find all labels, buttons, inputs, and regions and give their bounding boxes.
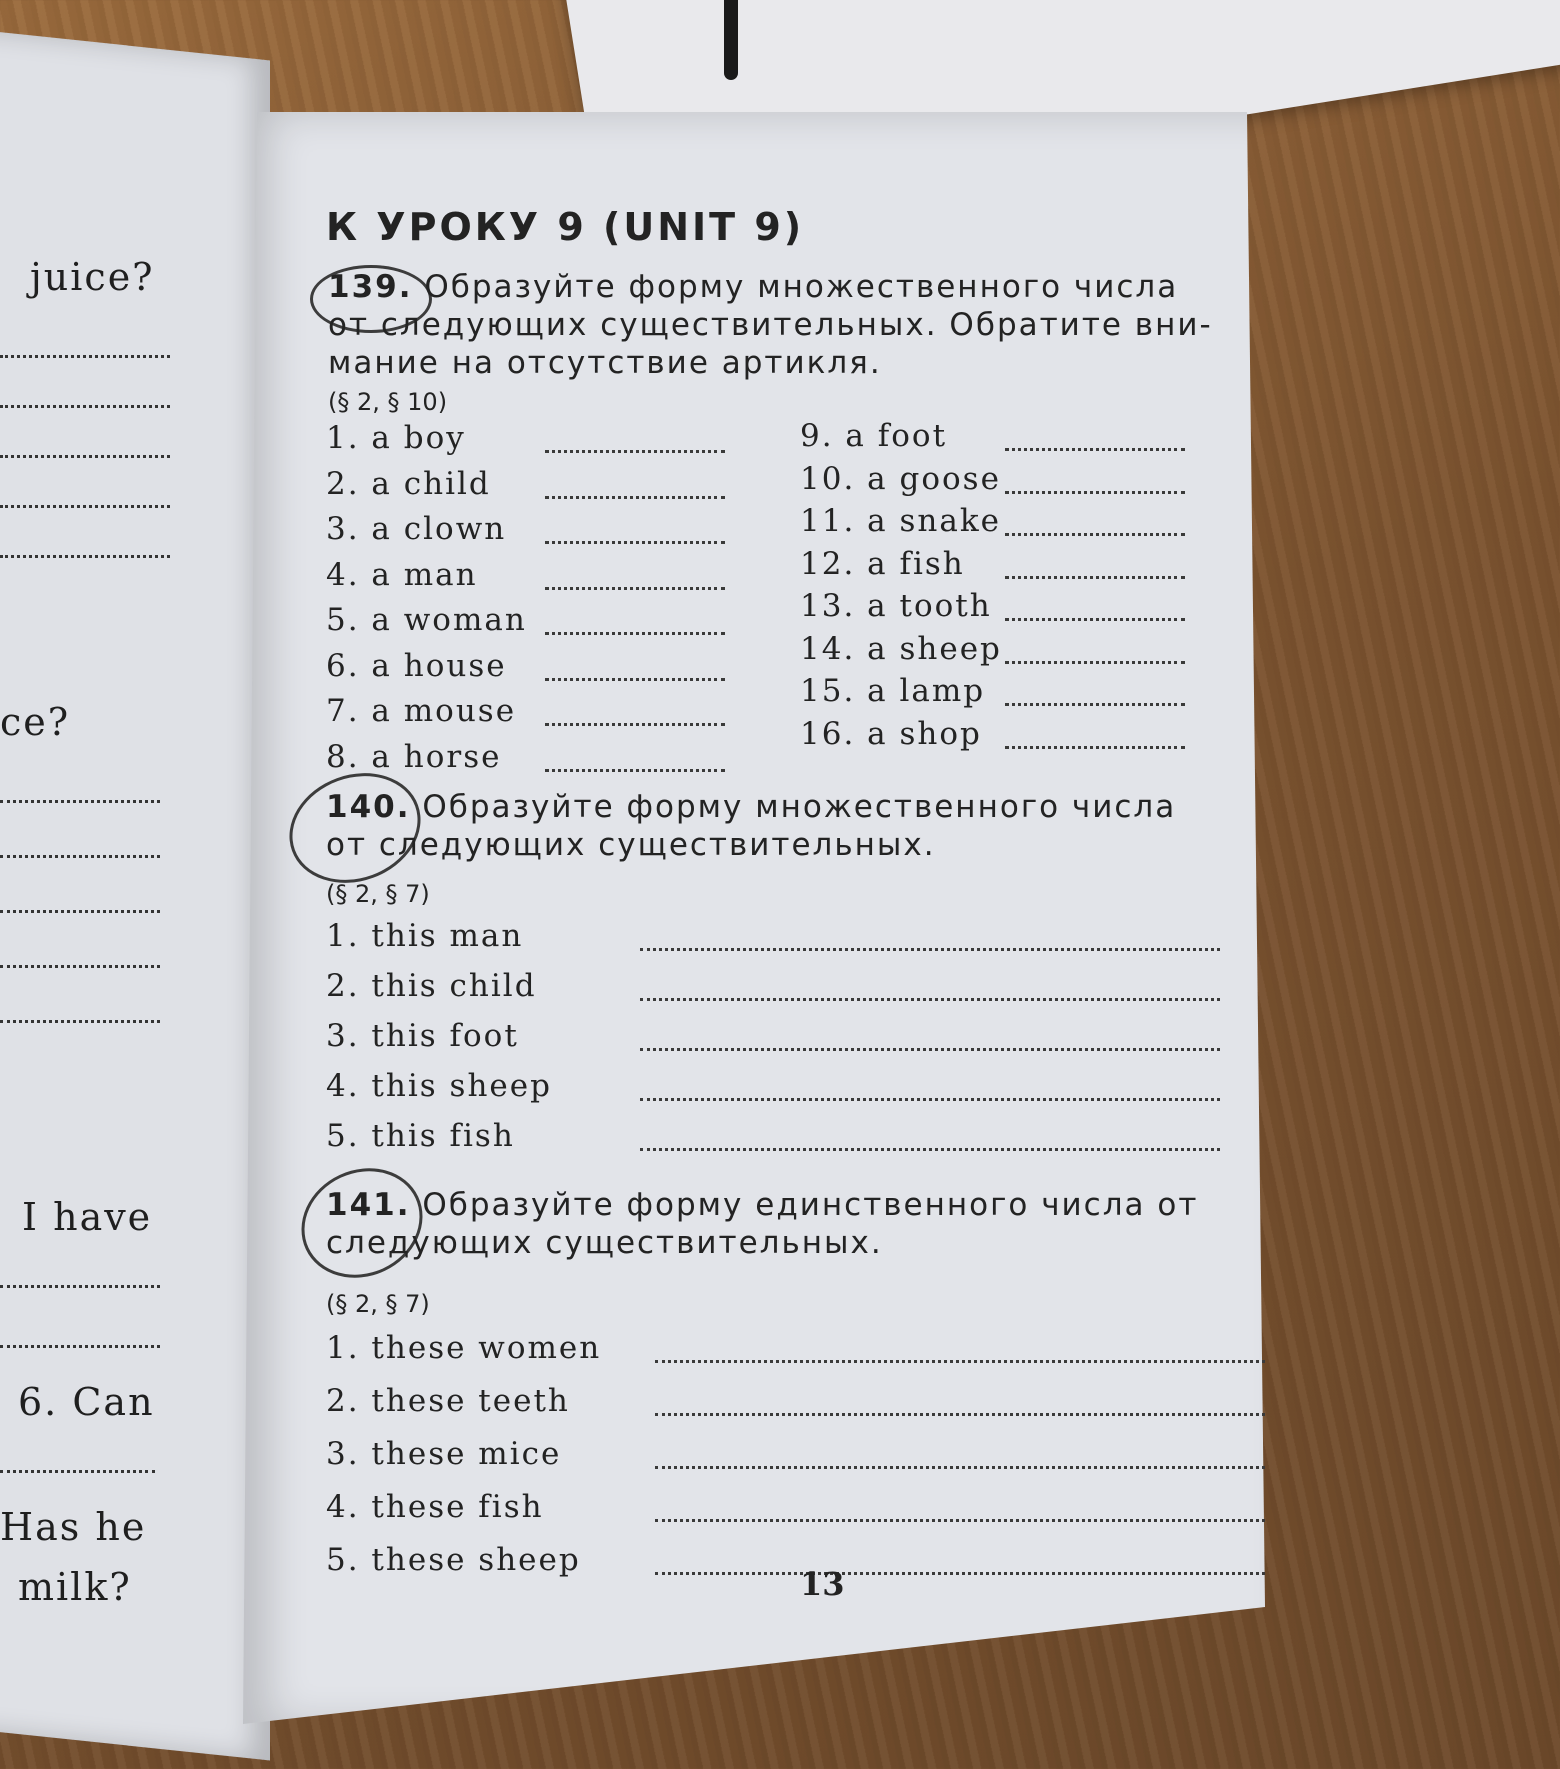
exercise-item: 9. a foot bbox=[800, 418, 948, 454]
exercise-item: 11. a snake bbox=[800, 503, 1001, 539]
answer-line[interactable] bbox=[1005, 618, 1185, 621]
exercise-item: 4. these fish bbox=[326, 1489, 544, 1525]
exercise-140-header bbox=[326, 788, 1176, 826]
left-dots bbox=[0, 355, 170, 358]
exercise-item: 16. a shop bbox=[800, 715, 982, 752]
exercise-item: 7. a mouse bbox=[326, 693, 517, 729]
answer-line[interactable] bbox=[545, 541, 725, 544]
left-fragment-i-have: I have bbox=[22, 1195, 153, 1239]
left-dots bbox=[0, 965, 160, 968]
answer-line[interactable] bbox=[655, 1466, 1265, 1469]
lesson-heading: К УРОКУ 9 (UNIT 9) bbox=[326, 205, 805, 249]
exercise-141-header bbox=[326, 1186, 1198, 1224]
answer-line[interactable] bbox=[655, 1572, 1265, 1575]
left-dots bbox=[0, 855, 160, 858]
left-dots bbox=[0, 505, 170, 508]
grammar-reference: (§ 2, § 10) bbox=[328, 388, 448, 416]
left-dots bbox=[0, 800, 160, 803]
answer-line[interactable] bbox=[1005, 491, 1185, 494]
exercise-item: 8. a horse bbox=[326, 738, 502, 775]
left-fragment-juice: juice? bbox=[30, 255, 155, 299]
left-dots bbox=[0, 1020, 160, 1023]
exercise-item: 4. this sheep bbox=[326, 1068, 552, 1104]
left-dots bbox=[0, 455, 170, 458]
answer-line[interactable] bbox=[545, 769, 725, 772]
exercise-item: 15. a lamp bbox=[800, 673, 986, 709]
answer-line[interactable] bbox=[1005, 576, 1185, 579]
pen-mark bbox=[724, 0, 738, 80]
exercise-139-header bbox=[328, 268, 1178, 306]
answer-line[interactable] bbox=[545, 723, 725, 726]
exercise-instruction: от следующих существительных. Обратите вни- bbox=[328, 307, 1213, 343]
exercise-number: 139. bbox=[328, 269, 413, 305]
left-dots bbox=[0, 1470, 155, 1473]
left-dots bbox=[0, 555, 170, 558]
answer-line[interactable] bbox=[545, 678, 725, 681]
answer-line[interactable] bbox=[1005, 533, 1185, 536]
answer-line[interactable] bbox=[640, 998, 1220, 1001]
answer-line[interactable] bbox=[1005, 703, 1185, 706]
answer-line[interactable] bbox=[1005, 448, 1185, 451]
exercise-item: 3. a clown bbox=[326, 511, 507, 547]
page-number: 13 bbox=[800, 1565, 845, 1603]
exercise-item: 13. a tooth bbox=[800, 588, 992, 624]
exercise-instruction: следующих существительных. bbox=[326, 1225, 883, 1261]
answer-line[interactable] bbox=[655, 1519, 1265, 1522]
answer-line[interactable] bbox=[655, 1413, 1265, 1416]
left-fragment-milk: milk? bbox=[18, 1565, 132, 1609]
exercise-instruction: Образуйте форму единственного числа от bbox=[422, 1187, 1199, 1223]
answer-line[interactable] bbox=[1005, 746, 1185, 749]
exercise-item: 5. a woman bbox=[326, 602, 527, 638]
left-dots bbox=[0, 1285, 160, 1288]
answer-line[interactable] bbox=[655, 1360, 1265, 1363]
left-fragment-can: 6. Can bbox=[18, 1380, 155, 1424]
exercise-item: 10. a goose bbox=[800, 460, 1001, 497]
exercise-item: 5. these sheep bbox=[326, 1542, 581, 1578]
answer-line[interactable] bbox=[545, 450, 725, 453]
grammar-reference: (§ 2, § 7) bbox=[326, 880, 430, 908]
exercise-item: 1. this man bbox=[326, 918, 524, 954]
exercise-item: 2. these teeth bbox=[326, 1383, 570, 1419]
left-fragment-ce: ce? bbox=[0, 700, 71, 744]
exercise-item: 3. this foot bbox=[326, 1018, 519, 1054]
exercise-number: 141. bbox=[326, 1187, 411, 1223]
exercise-item: 2. a child bbox=[326, 465, 491, 502]
left-dots bbox=[0, 910, 160, 913]
answer-line[interactable] bbox=[545, 496, 725, 499]
left-dots bbox=[0, 405, 170, 408]
answer-line[interactable] bbox=[545, 632, 725, 635]
exercise-item: 3. these mice bbox=[326, 1436, 562, 1472]
answer-line[interactable] bbox=[640, 1048, 1220, 1051]
exercise-instruction: Образуйте форму множественного числа bbox=[422, 789, 1177, 825]
exercise-instruction: мание на отсутствие артикля. bbox=[328, 345, 882, 381]
exercise-item: 2. this child bbox=[326, 968, 537, 1004]
grammar-reference: (§ 2, § 7) bbox=[326, 1290, 430, 1318]
exercise-instruction: Образуйте форму множественного числа bbox=[424, 269, 1179, 305]
answer-line[interactable] bbox=[640, 1148, 1220, 1151]
exercise-item: 1. a boy bbox=[326, 420, 466, 456]
exercise-item: 5. this fish bbox=[326, 1118, 515, 1154]
exercise-item: 12. a fish bbox=[800, 545, 965, 582]
exercise-instruction: от следующих существительных. bbox=[326, 827, 936, 863]
answer-line[interactable] bbox=[545, 587, 725, 590]
answer-line[interactable] bbox=[640, 1098, 1220, 1101]
exercise-item: 1. these women bbox=[326, 1330, 602, 1366]
left-dots bbox=[0, 1345, 160, 1348]
left-fragment-has-he: Has he bbox=[0, 1505, 147, 1549]
answer-line[interactable] bbox=[640, 948, 1220, 951]
exercise-number: 140. bbox=[326, 789, 411, 825]
exercise-item: 14. a sheep bbox=[800, 630, 1002, 667]
exercise-item: 6. a house bbox=[326, 647, 507, 684]
answer-line[interactable] bbox=[1005, 661, 1185, 664]
exercise-item: 4. a man bbox=[326, 556, 478, 593]
